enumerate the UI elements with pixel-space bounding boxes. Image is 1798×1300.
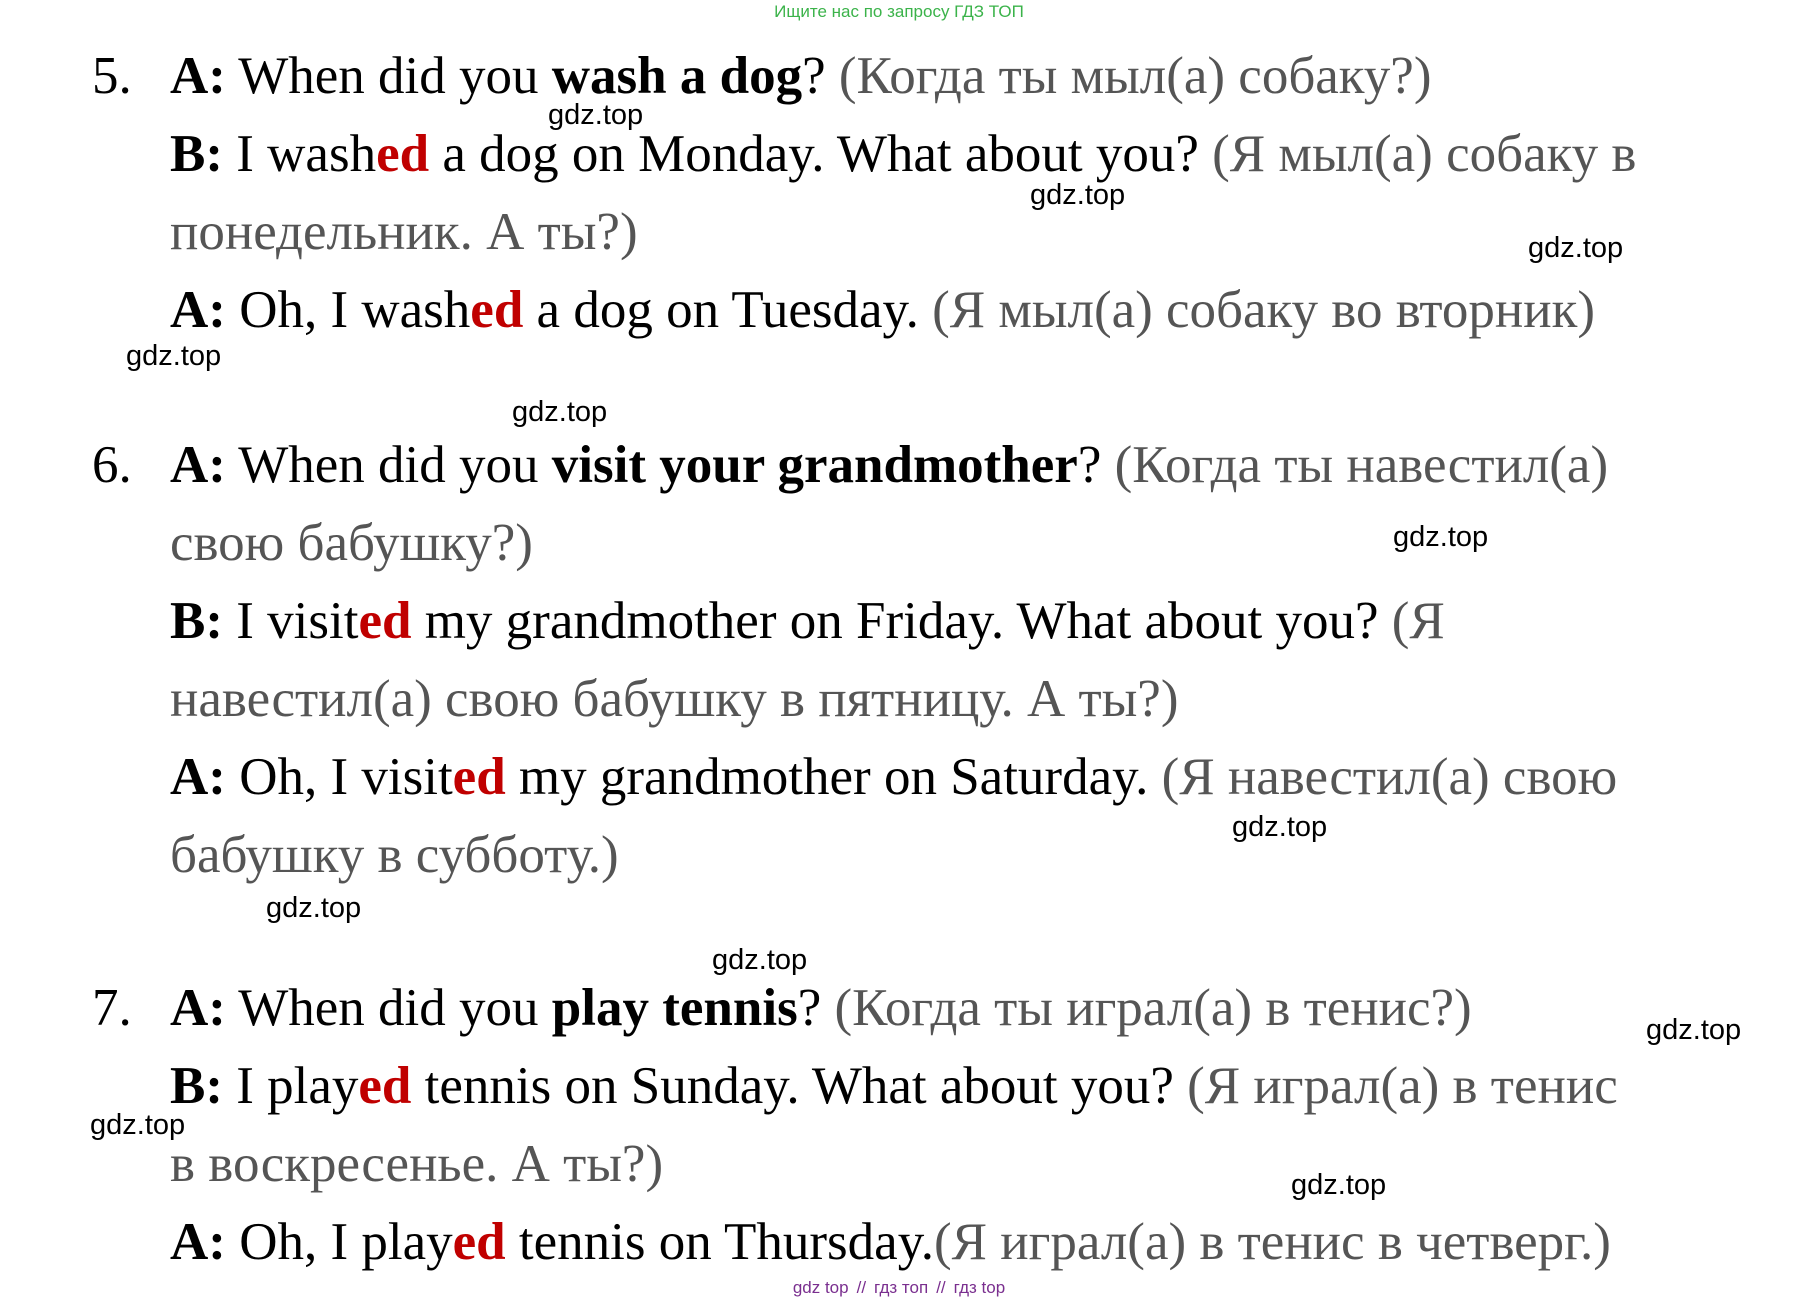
past-suffix: ed	[376, 125, 430, 183]
answer-text: Oh, I wash	[225, 281, 471, 339]
answer-b-line	[170, 125, 1637, 183]
answer-text: Oh, I play	[225, 1213, 453, 1271]
watermark: gdz.top	[266, 892, 362, 924]
speaker-label: B:	[170, 1057, 223, 1115]
footer-separator: //	[936, 1278, 946, 1297]
highlight-phrase: play tennis	[551, 979, 798, 1037]
question-mark: ?	[1077, 436, 1115, 494]
answer-b-line	[170, 592, 1445, 650]
question-mark: ?	[797, 979, 835, 1037]
top-banner: Ищите нас по запросу ГДЗ ТОП	[774, 2, 1024, 21]
watermark: gdz.top	[1291, 1169, 1387, 1201]
past-suffix: ed	[358, 1057, 412, 1115]
answer-text-rest: my grandmother on Saturday.	[505, 748, 1162, 806]
item-number: 6.	[92, 436, 132, 494]
speaker-label: A:	[170, 1213, 226, 1271]
watermark: gdz.top	[90, 1109, 186, 1141]
highlight-phrase: visit your grandmother	[551, 436, 1078, 494]
footer-item: gdz top	[792, 1278, 849, 1297]
watermark: gdz.top	[1528, 232, 1624, 264]
translation-continued: навестил(а) свою бабушку в пятницу. А ты?)	[170, 670, 1179, 728]
answer-text-rest: tennis on Thursday.	[505, 1213, 934, 1271]
translation-continued: бабушку в субботу.)	[170, 826, 619, 884]
item-number: 5.	[92, 47, 132, 105]
footer-item: гдз top	[953, 1278, 1006, 1297]
answer-text: I play	[223, 1057, 359, 1115]
watermark: gdz.top	[1232, 811, 1328, 843]
answer-a-line	[170, 281, 1595, 339]
footer-links	[0, 1278, 1798, 1298]
answer-text-rest: my grandmother on Friday. What about you?	[411, 592, 1392, 650]
past-suffix: ed	[452, 1213, 506, 1271]
answer-a-line	[170, 1213, 1611, 1271]
translation: (Я навестил(а) свою	[1161, 748, 1618, 806]
speaker-label: A:	[170, 748, 226, 806]
item-number: 7.	[92, 979, 132, 1037]
speaker-label: A:	[170, 979, 226, 1037]
translation: (Я мыл(а) собаку во вторник)	[932, 281, 1595, 339]
footer-item: гдз топ	[874, 1278, 929, 1297]
speaker-label: A:	[170, 47, 226, 105]
question-mark: ?	[802, 47, 839, 105]
watermark: gdz.top	[1393, 521, 1489, 553]
translation: (Я играл(а) в тенис в четверг.)	[934, 1213, 1611, 1271]
watermark: gdz.top	[512, 396, 608, 428]
question-line	[170, 436, 1609, 494]
past-suffix: ed	[470, 281, 524, 339]
past-suffix: ed	[452, 748, 506, 806]
translation: (Я мыл(а) собаку в	[1212, 125, 1637, 183]
answer-text: I visit	[223, 592, 359, 650]
answer-text: Oh, I visit	[225, 748, 453, 806]
translation: (Когда ты навестил(а)	[1114, 436, 1609, 494]
watermark: gdz.top	[548, 99, 644, 131]
answer-text-rest: a dog on Tuesday.	[523, 281, 933, 339]
answer-text-rest: tennis on Sunday. What about you?	[411, 1057, 1188, 1115]
answer-text-rest: a dog on Monday. What about you?	[429, 125, 1213, 183]
watermark: gdz.top	[1646, 1014, 1742, 1046]
highlight-phrase: wash a dog	[551, 47, 803, 105]
watermark: gdz.top	[712, 944, 808, 976]
answer-a-line	[170, 748, 1618, 806]
question-text: When did you	[225, 979, 552, 1037]
translation: (Когда ты мыл(а) собаку?)	[838, 47, 1432, 105]
answer-text: I wash	[223, 125, 377, 183]
translation-continued: свою бабушку?)	[170, 514, 533, 572]
translation: (Я играл(а) в тенис	[1187, 1057, 1618, 1115]
speaker-label: B:	[170, 125, 223, 183]
answer-b-line	[170, 1057, 1618, 1115]
past-suffix: ed	[358, 592, 412, 650]
translation: (Я	[1391, 592, 1445, 650]
translation-continued: в воскресенье. А ты?)	[170, 1135, 664, 1193]
translation-continued: понедельник. А ты?)	[170, 203, 638, 261]
speaker-label: B:	[170, 592, 223, 650]
speaker-label: A:	[170, 436, 226, 494]
watermark: gdz.top	[1030, 179, 1126, 211]
question-text: When did you	[225, 47, 552, 105]
question-line	[170, 979, 1472, 1037]
question-text: When did you	[225, 436, 552, 494]
translation: (Когда ты играл(а) в тенис?)	[834, 979, 1472, 1037]
speaker-label: A:	[170, 281, 226, 339]
watermark: gdz.top	[126, 340, 222, 372]
footer-separator: //	[856, 1278, 867, 1297]
question-line	[170, 47, 1432, 105]
